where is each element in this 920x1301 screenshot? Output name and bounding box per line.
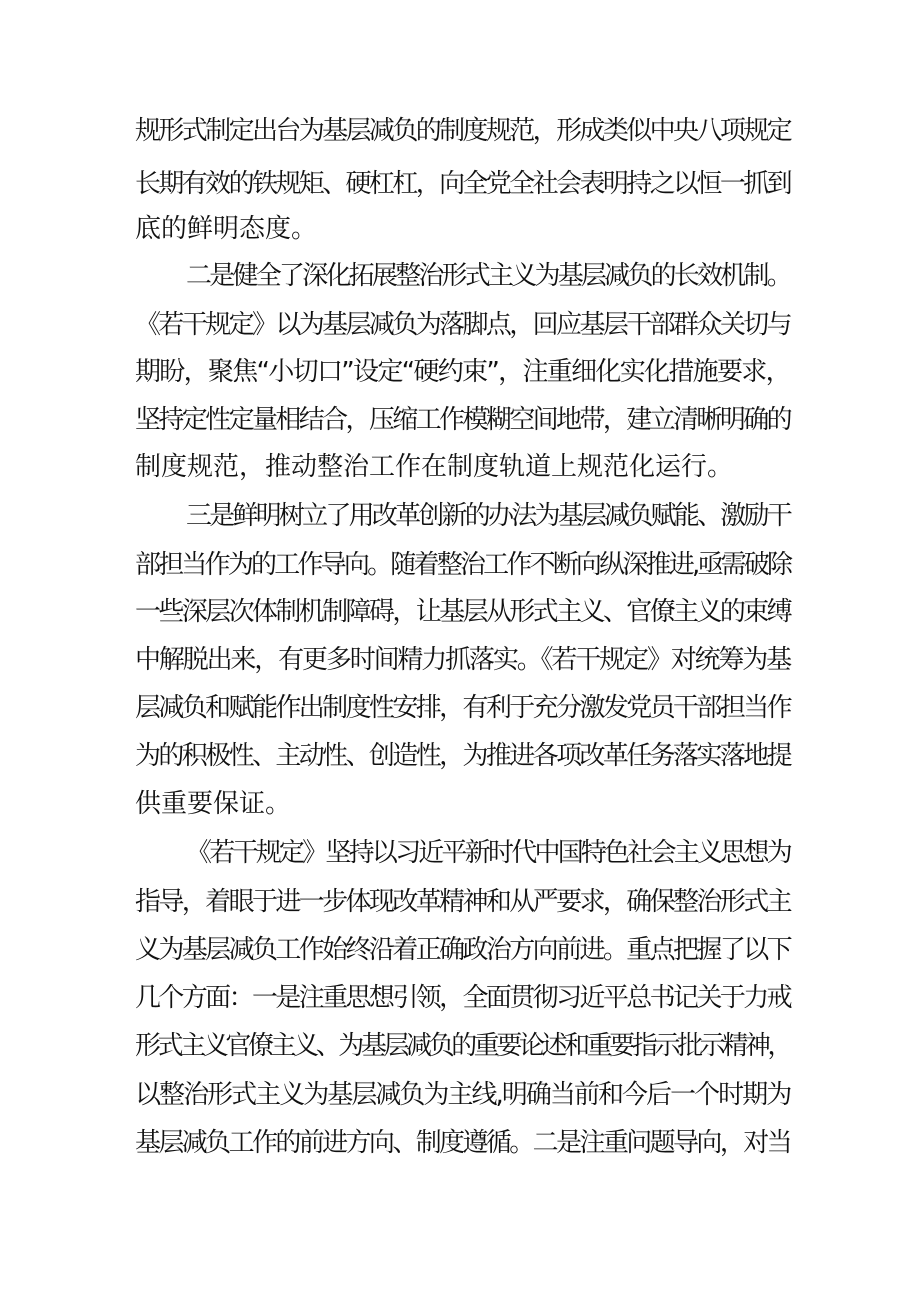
text-line: 坚持定性定量相结合，压缩工作模糊空间地带，建立清晰明确的: [135, 405, 791, 435]
text-line: 《若干规定》以为基层减负为落脚点，回应基层干部群众关切与: [135, 310, 791, 340]
text-line: 部担当作为的工作导向。随着整治工作不断向纵深推进,亟需破除: [135, 550, 791, 580]
text-line: 一些深层次体制机制障碍，让基层从形式主义、官僚主义的束缚: [135, 597, 791, 627]
text-line: 《若干规定》坚持以习近平新时代中国特色社会主义思想为: [186, 838, 791, 868]
text-line: 二是健全了深化拓展整治形式主义为基层减负的长效机制。: [186, 261, 791, 291]
text-line: 规形式制定出台为基层减负的制度规范，形成类似中央八项规定: [135, 116, 791, 146]
text-line: 底的鲜明态度。: [135, 214, 318, 244]
text-line: 指导，着眼于进一步体现改革精神和从严要求，确保整治形式主: [135, 887, 791, 917]
text-line: 制度规范，推动整治工作在制度轨道上规范化运行。: [135, 452, 734, 482]
text-line: 期盼，聚焦“小切口”设定“硬约束”，注重细化实化措施要求，: [135, 357, 790, 387]
text-line: 三是鲜明树立了用改革创新的办法为基层减负赋能、激励干: [186, 501, 791, 531]
text-line: 以整治形式主义为基层减负为主线,明确当前和今后一个时期为: [135, 1080, 791, 1110]
text-line: 形式主义官僚主义、为基层减负的重要论述和重要指示批示精神，: [135, 1031, 791, 1061]
text-line: 义为基层减负工作始终沿着正确政治方向前进。重点把握了以下: [135, 935, 791, 965]
text-line: 长期有效的铁规矩、硬杠杠，向全党全社会表明持之以恒一抓到: [135, 169, 791, 199]
text-line: 供重要保证。: [135, 789, 292, 819]
text-line: 中解脱出来，有更多时间精力抓落实。《若干规定》对统筹为基: [135, 645, 791, 675]
text-line: 层减负和赋能作出制度性安排，有利于充分激发党员干部担当作: [135, 693, 791, 723]
text-line: 为的积极性、主动性、创造性，为推进各项改革任务落实落地提: [135, 741, 791, 771]
text-line: 几个方面：一是注重思想引领，全面贯彻习近平总书记关于力戒: [135, 983, 791, 1013]
text-line: 基层减负工作的前进方向、制度遵循。二是注重问题导向，对当: [135, 1128, 791, 1158]
